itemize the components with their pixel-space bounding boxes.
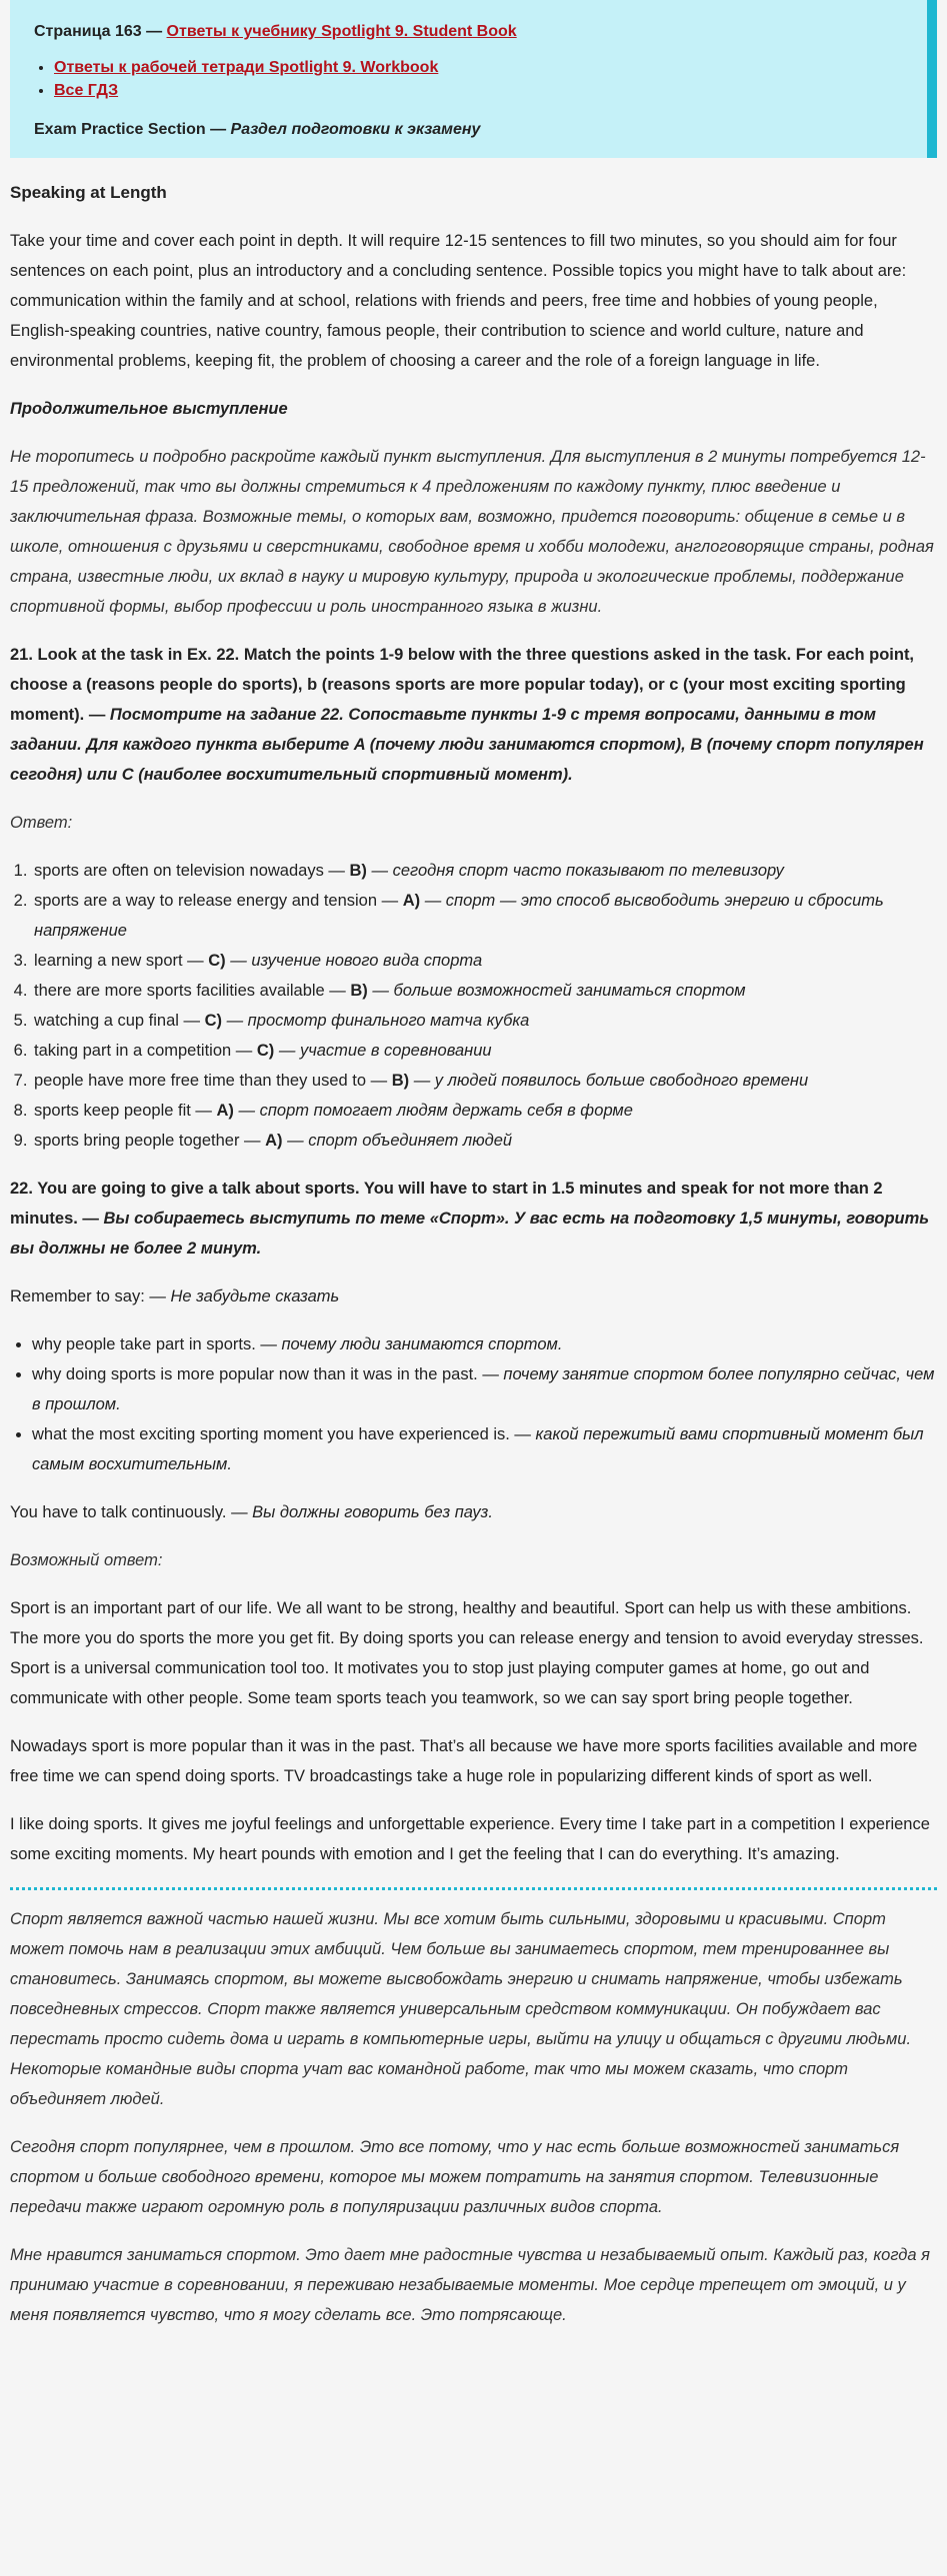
bullet-ru: почему занятие спортом более популярно сейчас, чем в прошлом.	[32, 1365, 935, 1413]
item-en: sports keep people fit —	[34, 1102, 217, 1120]
task21-heading	[10, 640, 937, 790]
item-ru: — спорт объединяет людей	[282, 1132, 513, 1150]
student-book-link[interactable]: Ответы к учебнику Spotlight 9. Student Book	[166, 23, 517, 40]
page-row	[34, 18, 903, 46]
continuous-en: You have to talk continuously. —	[10, 1503, 253, 1521]
list-item	[32, 976, 937, 1006]
item-en: sports bring people together —	[34, 1132, 266, 1150]
list-item	[32, 1329, 937, 1359]
task22-ru: Вы собираетесь выступить по теме «Спорт». У вас есть на подготовку 1,5 минуты, говорить вы должны не более 2 минут.	[10, 1210, 930, 1258]
item-en: people have more free time than they used to —	[34, 1072, 392, 1090]
workbook-link[interactable]: Ответы к рабочей тетради Spotlight 9. Workbook	[54, 59, 439, 76]
answer-paragraph-en: Nowadays sport is more popular than it was in the past. That’s all because we have more sports facilities available and more free time we can spend doing sports. TV broadcastings take a huge role in popularizing different kinds of sport as well.	[10, 1737, 918, 1785]
possible-answer-label: Возможный ответ:	[10, 1551, 163, 1569]
exam-en: Exam Practice Section —	[34, 121, 231, 138]
answer-paragraph-ru: Спорт является важной частью нашей жизни. Мы все хотим быть сильными, здоровыми и красивыми. Спорт может помочь нам в реализации этих амбиций. Чем больше вы занимаетесь спортом, тем тренированнее вы становитесь. Занимаясь спортом, вы можете высвобождать энергию и снимать напряжение, чтобы избежать повседневных стрессов. Спорт также является универсальным средством коммуникации. Он побуждает вас перестать просто сидеть дома и играть в компьютерные игры, выйти на улицу и общаться с другими людьми. Некоторые командные виды спорта учат вас командной работе, так что мы можем сказать, что спорт объединяет людей.	[10, 1910, 912, 2108]
remember-list	[32, 1329, 937, 1479]
list-item	[32, 1066, 937, 1096]
exam-ru: Раздел подготовки к экзамену	[230, 121, 481, 138]
remember-ru: Не забудьте сказать	[170, 1288, 340, 1305]
item-key: A)	[265, 1132, 283, 1150]
remember-en: Remember to say: —	[10, 1288, 171, 1305]
match-list	[32, 856, 937, 1156]
item-ru: — больше возможностей заниматься спортом	[367, 982, 746, 1000]
continuous-ru: Вы должны говорить без пауз.	[252, 1503, 493, 1521]
bullet-ru: какой пережитый вами спортивный момент был самым восхитительным.	[32, 1425, 924, 1473]
bullet-en: why people take part in sports. —	[32, 1335, 282, 1353]
list-item	[32, 856, 937, 886]
item-en: learning a new sport —	[34, 952, 209, 970]
answer-paragraph-en: Sport is an important part of our life. We all want to be strong, healthy and beautiful. Sport can help us with these ambitions. The more you do sports the more you get fit. By doing sports you can release energy and tension to avoid everyday stresses. Sport is a universal communication tool too. It motivates you to stop just playing computer games at home, go out and communicate with other people. Some team sports teach you teamwork, so we can say sport bring people together.	[10, 1599, 924, 1707]
item-key: C)	[208, 952, 226, 970]
item-key: B)	[350, 982, 368, 1000]
list-item	[32, 1359, 937, 1419]
speaking-text-en: Take your time and cover each point in depth. It will require 12-15 sentences to fill two minutes, so you should aim for four sentences on each point, plus an introductory and a concluding sentence. Possible topics you might have to talk about are: communication within the family and at school, relations with friends and peers, free time and hobbies of young people, English-speaking countries, native country, famous people, their contribution to science and world culture, nature and environmental problems, keeping fit, the problem of choosing a career and the role of a foreign language in life.	[10, 232, 907, 370]
item-key: C)	[204, 1012, 223, 1030]
item-ru: — у людей появилось больше свободного времени	[409, 1072, 809, 1090]
item-en: taking part in a competition —	[34, 1042, 257, 1060]
dotted-divider	[10, 1887, 937, 1890]
list-item	[32, 946, 937, 976]
bullet-ru: почему люди занимаются спортом.	[281, 1335, 563, 1353]
item-en: sports are often on television nowadays —	[34, 862, 350, 880]
speaking-text-ru: Не торопитесь и подробно раскройте каждый пункт выступления. Для выступления в 2 минуты потребуется 12-15 предложений, так что вы должны стремиться к 4 предложениям по каждому пункту, плюс введение и заключительная фраза. Возможные темы, о которых вам, возможно, придется поговорить: общение в семье и в школе, отношения с друзьями и сверстниками, свободное время и хобби молодежи, англоговорящие страны, родная страна, известные люди, их вклад в науку и мировую культуру, природа и экологические проблемы, поддержание спортивной формы, выбор профессии и роль иностранного языка в жизни.	[10, 448, 934, 616]
task22-en: 22. You are going to give a talk about sports. You will have to start in 1.5 minutes and speak for not more than 2 minutes. —	[10, 1180, 883, 1228]
item-ru: — сегодня спорт часто показывают по телевизору	[366, 862, 784, 880]
remember-line	[10, 1282, 937, 1311]
speaking-title: Speaking at Length	[10, 183, 167, 202]
list-item	[32, 1036, 937, 1066]
all-gdz-link[interactable]: Все ГДЗ	[54, 82, 119, 99]
answer-paragraph-ru: Мне нравится заниматься спортом. Это дает мне радостные чувства и незабываемый опыт. Каждый раз, когда я принимаю участие в соревновании, я переживаю незабываемые моменты. Мое сердце трепещет от эмоций, и у меня появляется чувство, что я могу сделать все. Это потрясающе.	[10, 2246, 930, 2324]
item-en: there are more sports facilities available —	[34, 982, 351, 1000]
item-en: watching a cup final —	[34, 1012, 205, 1030]
answer-label: Ответ:	[10, 814, 73, 832]
task22-heading	[10, 1174, 937, 1264]
continuous-line	[10, 1497, 937, 1527]
nav-link-item	[54, 56, 903, 79]
nav-link-item	[54, 79, 903, 102]
task21-en: 21. Look at the task in Ex. 22. Match the points 1-9 below with the three questions asked in the task. For each point, choose a (reasons people do sports), b (reasons sports are more popular today), or c (your most exciting sporting moment). —	[10, 646, 915, 724]
item-key: A)	[402, 892, 421, 910]
item-ru: — участие в соревновании	[274, 1042, 492, 1060]
item-ru: — спорт — это способ высвободить энергию и сбросить напряжение	[34, 892, 884, 940]
item-ru: — просмотр финального матча кубка	[222, 1012, 530, 1030]
list-item	[32, 1006, 937, 1036]
bullet-en: why doing sports is more popular now than it was in the past. —	[32, 1365, 504, 1383]
exam-section-label	[34, 116, 903, 144]
list-item	[32, 1126, 937, 1156]
item-key: B)	[349, 862, 367, 880]
nav-links	[54, 56, 903, 102]
speaking-title-ru: Продолжительное выступление	[10, 400, 288, 418]
list-item	[32, 886, 937, 946]
bullet-en: what the most exciting sporting moment you have experienced is. —	[32, 1425, 536, 1443]
task21-ru: Посмотрите на задание 22. Сопоставьте пункты 1-9 с тремя вопросами, данными в том задании. Для каждого пункта выберите A (почему люди занимаются спортом), B (почему спорт популярен сегодня) или C (наиболее восхитительный спортивный момент).	[10, 706, 924, 784]
item-key: C)	[256, 1042, 275, 1060]
navigation-box	[10, 0, 937, 158]
item-en: sports are a way to release energy and tension —	[34, 892, 403, 910]
item-ru: — изучение нового вида спорта	[225, 952, 483, 970]
answer-paragraph-en: I like doing sports. It gives me joyful feelings and unforgettable experience. Every time I take part in a competition I experience some exciting moments. My heart pounds with emotion and I get the feeling that I can do everything. It’s amazing.	[10, 1815, 930, 1863]
item-key: A)	[216, 1102, 234, 1120]
item-key: B)	[391, 1072, 410, 1090]
list-item	[32, 1419, 937, 1479]
page-prefix: Страница 163 —	[34, 23, 167, 40]
item-ru: — спорт помогает людям держать себя в форме	[233, 1102, 633, 1120]
answer-paragraph-ru: Сегодня спорт популярнее, чем в прошлом. Это все потому, что у нас есть больше возможностей заниматься спортом и больше свободного времени, которое мы можем потратить на занятия спортом. Телевизионные передачи также играют огромную роль в популяризации различных видов спорта.	[10, 2138, 900, 2216]
list-item	[32, 1096, 937, 1126]
